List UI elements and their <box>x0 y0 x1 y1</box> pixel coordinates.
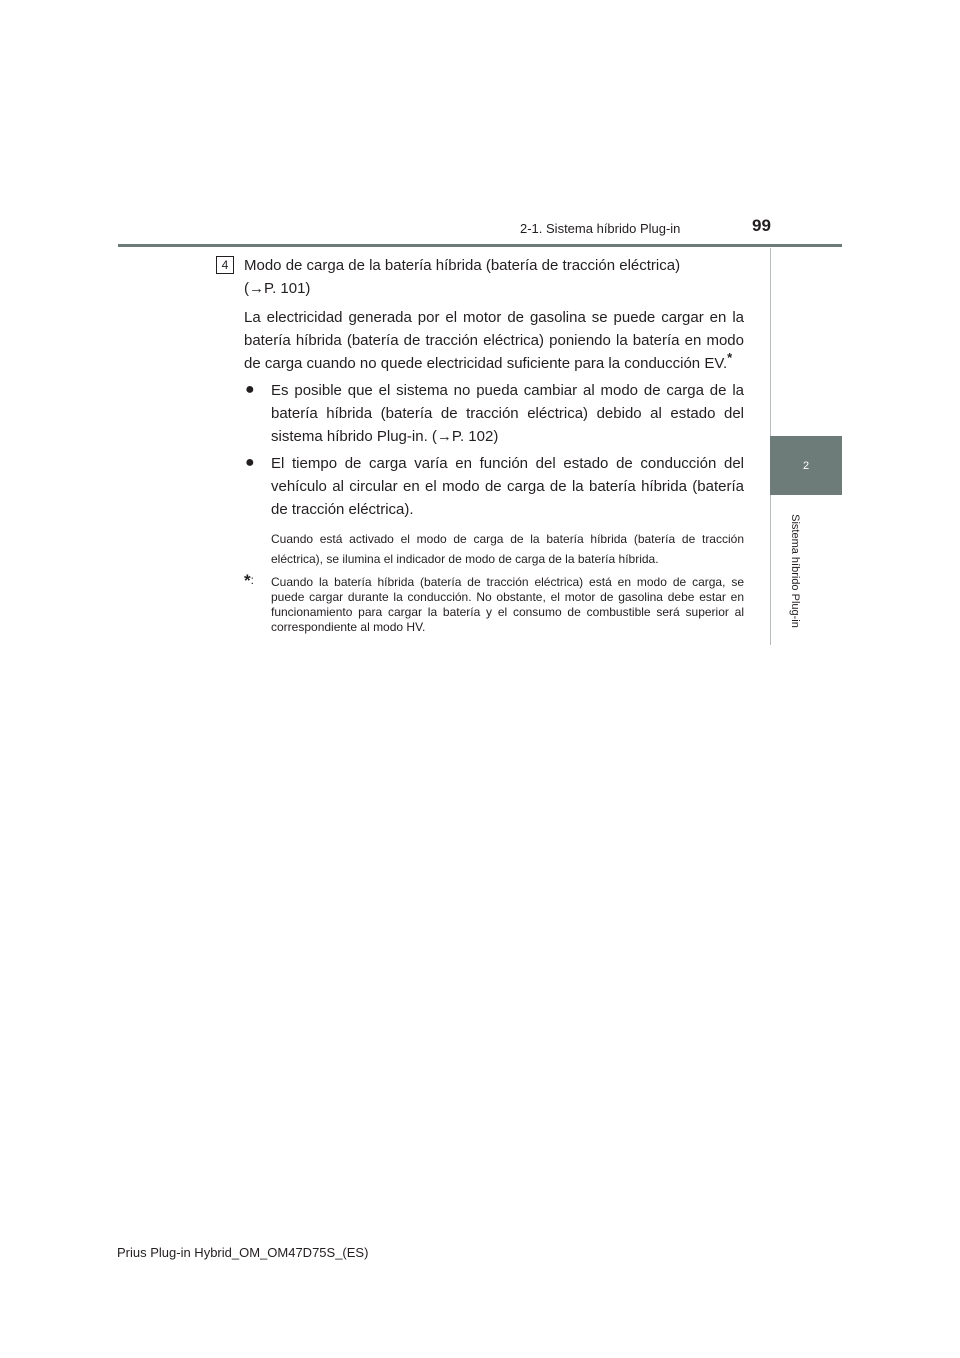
section-title: 2-1. Sistema híbrido Plug-in <box>520 221 681 236</box>
bullet-item <box>214 379 744 448</box>
bullet-item <box>214 452 744 521</box>
footnote-asterisk: * <box>244 571 251 590</box>
chapter-tab <box>770 436 842 495</box>
item-description <box>214 306 744 375</box>
footnote-text: Cuando la batería híbrida (batería de tracción eléctrica) está en modo de carga, se puede cargar durante la conducción. No obstante, el motor de gasolina debe estar en funcionamiento para cargar la batería y el consumo de combustible será superior al correspondiente al modo HV. <box>271 575 744 634</box>
footnote-marker <box>244 573 254 588</box>
footnote-reference-mark: * <box>727 350 733 365</box>
chapter-label: Sistema híbrido Plug-in <box>789 514 801 628</box>
header-rule <box>118 244 842 247</box>
chapter-number: 2 <box>802 459 810 472</box>
description-text: La electricidad generada por el motor de gasolina se puede cargar en la batería híbrida (batería de tracción eléctrica) poniendo la batería en modo de carga cuando no quede electricidad suficiente para la conducción EV. <box>244 309 744 372</box>
footnote <box>214 571 744 635</box>
bullet-icon: ● <box>245 381 255 398</box>
bullet-text: Es posible que el sistema no pueda cambiar al modo de carga de la batería híbrida (batería de tracción eléctrica) debido al estado del sistema híbrido Plug-in. (→P. 102) <box>271 382 744 445</box>
item-heading <box>214 254 744 300</box>
bullet-text: El tiempo de carga varía en función del estado de conducción del vehículo al circular en el modo de carga de la batería híbrida (batería de tracción eléctrica). <box>271 455 744 518</box>
document-id: Prius Plug-in Hybrid_OM_OM47D75S_(ES) <box>117 1245 369 1260</box>
side-divider-upper <box>770 248 771 436</box>
item-title: Modo de carga de la batería híbrida (batería de tracción eléctrica) <box>244 257 681 274</box>
bullet-icon: ● <box>245 454 255 471</box>
page-number: 99 <box>752 216 771 235</box>
main-content <box>214 254 744 635</box>
indicator-note: Cuando está activado el modo de carga de la batería híbrida (batería de tracción eléctrica), se ilumina el indicador de modo de carga de la batería híbrida. <box>271 532 744 566</box>
footnote-colon: : <box>250 573 254 587</box>
item-number-badge: 4 <box>216 256 234 274</box>
item-page-reference: (→P. 101) <box>244 280 311 297</box>
side-divider-lower <box>770 495 771 645</box>
